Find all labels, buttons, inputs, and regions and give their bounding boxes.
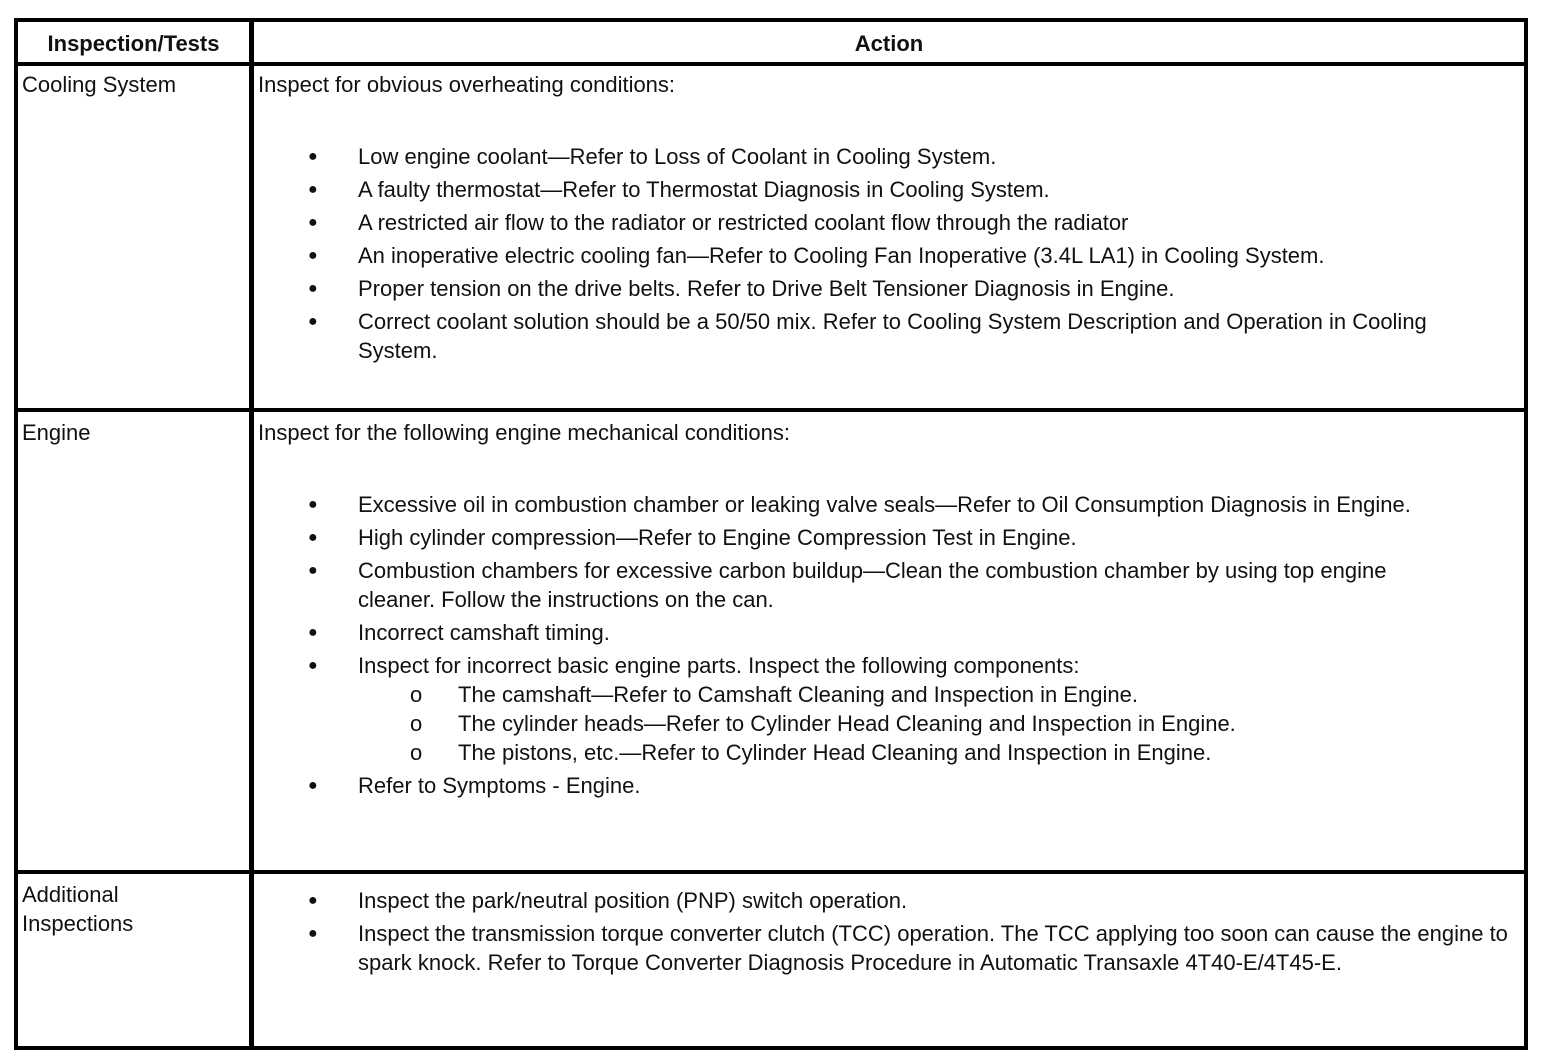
list-item: ● Inspect the transmission torque converter clutch (TCC) operation. The TCC applying too soon can cause the engine to spark knock. Refer to Torque Converter Diagnosis Procedure in Automatic Transaxle 4T40-E/4T45-E. xyxy=(308,921,1508,975)
list-item: ● High cylinder compression—Refer to Engine Compression Test in Engine. xyxy=(308,525,1077,550)
list-item: ● An inoperative electric cooling fan—Refer to Cooling Fan Inoperative (3.4L LA1) in Cooling System. xyxy=(308,243,1325,268)
list-item: ● Incorrect camshaft timing. xyxy=(308,620,610,645)
bullet-icon: ● xyxy=(308,624,318,641)
bullet-icon: ● xyxy=(308,181,318,198)
bullet-icon: ● xyxy=(308,892,318,909)
sub-list-item: o The camshaft—Refer to Camshaft Cleaning and Inspection in Engine. xyxy=(410,682,1138,707)
bullet-icon: ● xyxy=(308,214,318,231)
bullet-icon: ● xyxy=(308,657,318,674)
header-inspection-tests: Inspection/Tests xyxy=(47,31,220,56)
list-item: ● Correct coolant solution should be a 50/50 mix. Refer to Cooling System Description and Operation in Cooling System. xyxy=(308,309,1427,363)
action-intro: Inspect for obvious overheating conditions: xyxy=(258,72,676,97)
row-action-engine xyxy=(258,418,1528,804)
sub-list-item: o The cylinder heads—Refer to Cylinder Head Cleaning and Inspection in Engine. xyxy=(410,711,1236,736)
action-intro: Inspect for the following engine mechanical conditions: xyxy=(258,420,790,445)
bullet-list xyxy=(258,490,1528,800)
bullet-list xyxy=(258,886,1528,977)
list-item: ● Inspect for incorrect basic engine parts. Inspect the following components: o The camshaft—Refer to Camshaft Cleaning and Inspection in Engine. o The cylinder heads—Refer to Cylinder Head Cleaning and Inspection in Engine. o The pistons, etc.—Refer to Cylinder Head Cleaning and Inspection in Engine. xyxy=(258,651,1528,767)
bullet-icon: ● xyxy=(308,777,318,794)
list-item: ● A restricted air flow to the radiator or restricted coolant flow through the radiator xyxy=(308,210,1129,235)
bullet-icon: ● xyxy=(308,313,318,330)
list-item: ● Refer to Symptoms - Engine. xyxy=(308,773,641,798)
circle-bullet-icon: o xyxy=(410,711,423,736)
bullet-icon: ● xyxy=(308,280,318,297)
row-label-engine: Engine xyxy=(22,420,91,445)
row-divider xyxy=(18,408,1524,412)
bullet-icon: ● xyxy=(308,148,318,165)
sub-list-item: o The pistons, etc.—Refer to Cylinder Head Cleaning and Inspection in Engine. xyxy=(410,740,1212,765)
list-item: ● Low engine coolant—Refer to Loss of Coolant in Cooling System. xyxy=(308,144,997,169)
inspection-table xyxy=(14,18,1528,1050)
list-item: ● Excessive oil in combustion chamber or leaking valve seals—Refer to Oil Consumption Diagnosis in Engine. xyxy=(308,492,1411,517)
header-action: Action xyxy=(854,31,924,56)
row-label-cooling-system: Cooling System xyxy=(22,72,177,97)
column-divider xyxy=(249,22,254,1046)
row-label-additional-inspections: Additional Inspections xyxy=(22,882,134,936)
sub-list xyxy=(358,680,1528,767)
circle-bullet-icon: o xyxy=(410,682,423,707)
row-divider xyxy=(18,870,1524,874)
list-item: ● A faulty thermostat—Refer to Thermostat Diagnosis in Cooling System. xyxy=(308,177,1050,202)
list-item: ● Inspect the park/neutral position (PNP) switch operation. xyxy=(308,888,908,913)
list-item: ● Combustion chambers for excessive carbon buildup—Clean the combustion chamber by using top engine cleaner. Follow the instructions on the can. xyxy=(308,558,1387,612)
row-action-cooling-system xyxy=(258,70,1528,369)
bullet-icon: ● xyxy=(308,562,318,579)
bullet-list xyxy=(258,142,1528,365)
bullet-icon: ● xyxy=(308,529,318,546)
bullet-icon: ● xyxy=(308,925,318,942)
bullet-icon: ● xyxy=(308,247,318,264)
circle-bullet-icon: o xyxy=(410,740,423,765)
list-item: ● Proper tension on the drive belts. Refer to Drive Belt Tensioner Diagnosis in Engine. xyxy=(308,276,1175,301)
bullet-icon: ● xyxy=(308,496,318,513)
header-divider xyxy=(18,62,1524,66)
row-action-additional-inspections xyxy=(258,886,1528,981)
